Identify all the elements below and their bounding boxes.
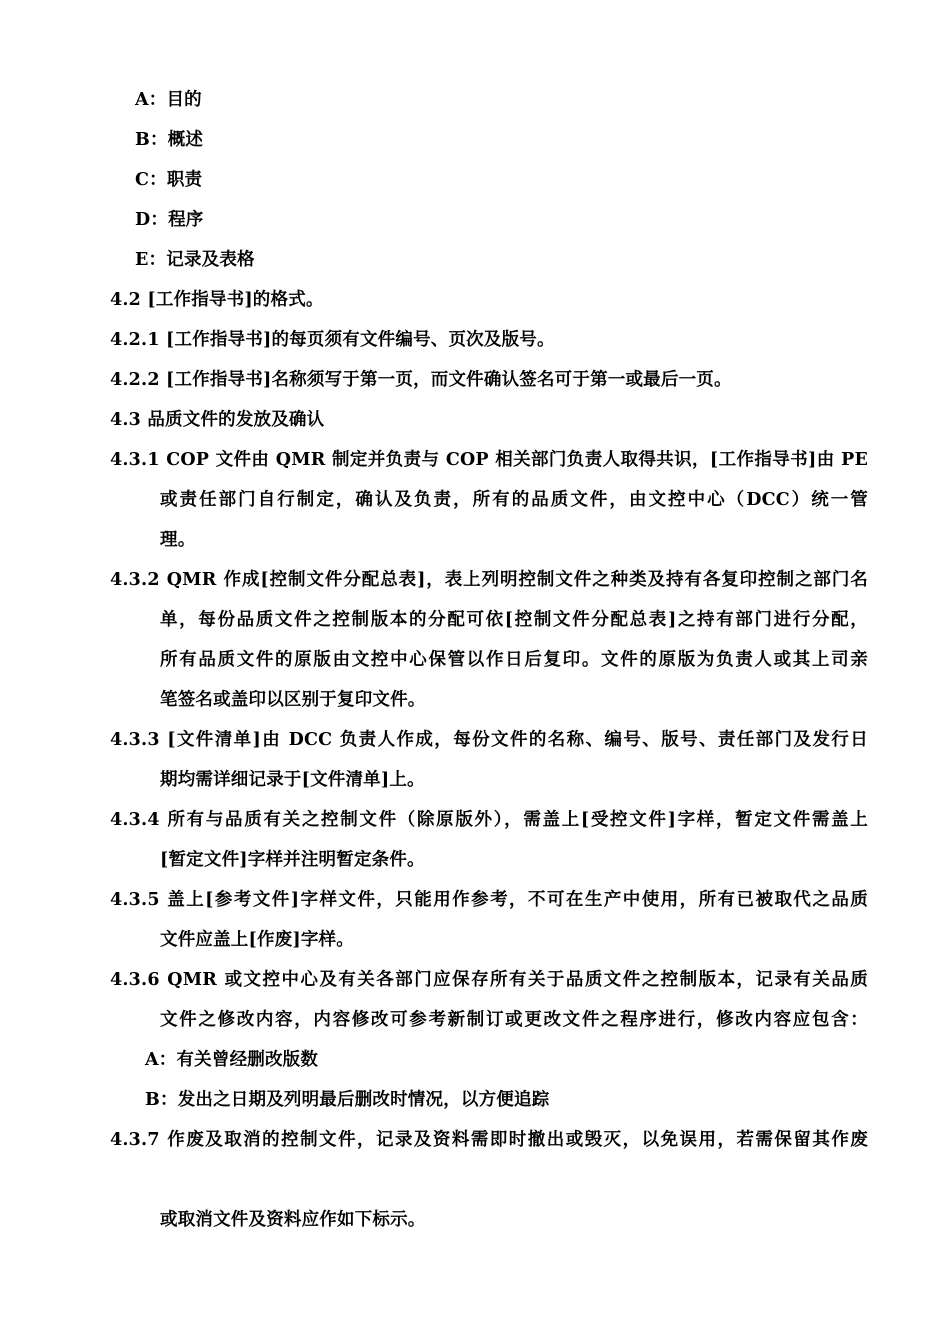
section-4-3-5-line: 4.3.5 盖上[参考文件]字样文件，只能用作参考，不可在生产中使用，所有已被取代之品质 bbox=[110, 890, 868, 910]
section-4-3-2-line: 笔签名或盖印以区别于复印文件。 bbox=[160, 690, 426, 710]
section-4-3-2-line: 所有品质文件的原版由文控中心保管以作日后复印。文件的原版为负责人或其上司亲 bbox=[160, 650, 868, 670]
section-4-2: 4.2 [工作指导书]的格式。 bbox=[110, 290, 324, 310]
list-item-purpose: A：目的 bbox=[135, 90, 202, 110]
section-4-3-6-line: 4.3.6 QMR 或文控中心及有关各部门应保存所有关于品质文件之控制版本，记录有关品质 bbox=[110, 970, 868, 990]
section-4-2-2: 4.2.2 [工作指导书]名称须写于第一页，而文件确认签名可于第一或最后一页。 bbox=[110, 370, 732, 390]
list-item-records: E：记录及表格 bbox=[135, 250, 255, 270]
section-4-3-6-line: 文件之修改内容，内容修改可参考新制订或更改文件之程序进行，修改内容应包含： bbox=[160, 1010, 868, 1030]
list-item-procedure: D：程序 bbox=[135, 210, 204, 230]
section-4-3-5-line: 文件应盖上[作废]字样。 bbox=[160, 930, 354, 950]
section-4-3-1-line: 或责任部门自行制定，确认及负责，所有的品质文件，由文控中心（DCC）统一管 bbox=[160, 490, 868, 510]
section-4-3-6-item: A：有关曾经删改版数 bbox=[145, 1050, 319, 1070]
section-4-3-1-line: 4.3.1 COP 文件由 QMR 制定并负责与 COP 相关部门负责人取得共识，[工作指导书]由 PE bbox=[110, 450, 868, 470]
section-4-3-2-line: 4.3.2 QMR 作成[控制文件分配总表]，表上列明控制文件之种类及持有各复印控制之部门名 bbox=[110, 570, 868, 590]
section-4-3-2-line: 单，每份品质文件之控制版本的分配可依[控制文件分配总表]之持有部门进行分配， bbox=[160, 610, 868, 630]
section-4-3-7-line: 4.3.7 作废及取消的控制文件，记录及资料需即时撤出或毁灭，以免误用，若需保留其作废 bbox=[110, 1130, 868, 1150]
section-4-2-1: 4.2.1 [工作指导书]的每页须有文件编号、页次及版号。 bbox=[110, 330, 555, 350]
section-4-3-4-line: 4.3.4 所有与品质有关之控制文件（除原版外），需盖上[受控文件]字样，暂定文件需盖上 bbox=[110, 810, 868, 830]
section-4-3-7-line: 或取消文件及资料应作如下标示。 bbox=[160, 1210, 426, 1230]
section-4-3: 4.3 品质文件的发放及确认 bbox=[110, 410, 325, 430]
section-4-3-6-item: B：发出之日期及列明最后删改时情况，以方便追踪 bbox=[145, 1090, 550, 1110]
section-4-3-3-line: 期均需详细记录于[文件清单]上。 bbox=[160, 770, 425, 790]
list-item-overview: B：概述 bbox=[135, 130, 204, 150]
section-4-3-3-line: 4.3.3 [文件清单]由 DCC 负责人作成，每份文件的名称、编号、版号、责任部门及发行日 bbox=[110, 730, 868, 750]
list-item-responsibility: C：职责 bbox=[135, 170, 203, 190]
section-4-3-4-line: [暂定文件]字样并注明暂定条件。 bbox=[160, 850, 425, 870]
section-4-3-1-line: 理。 bbox=[160, 530, 196, 550]
